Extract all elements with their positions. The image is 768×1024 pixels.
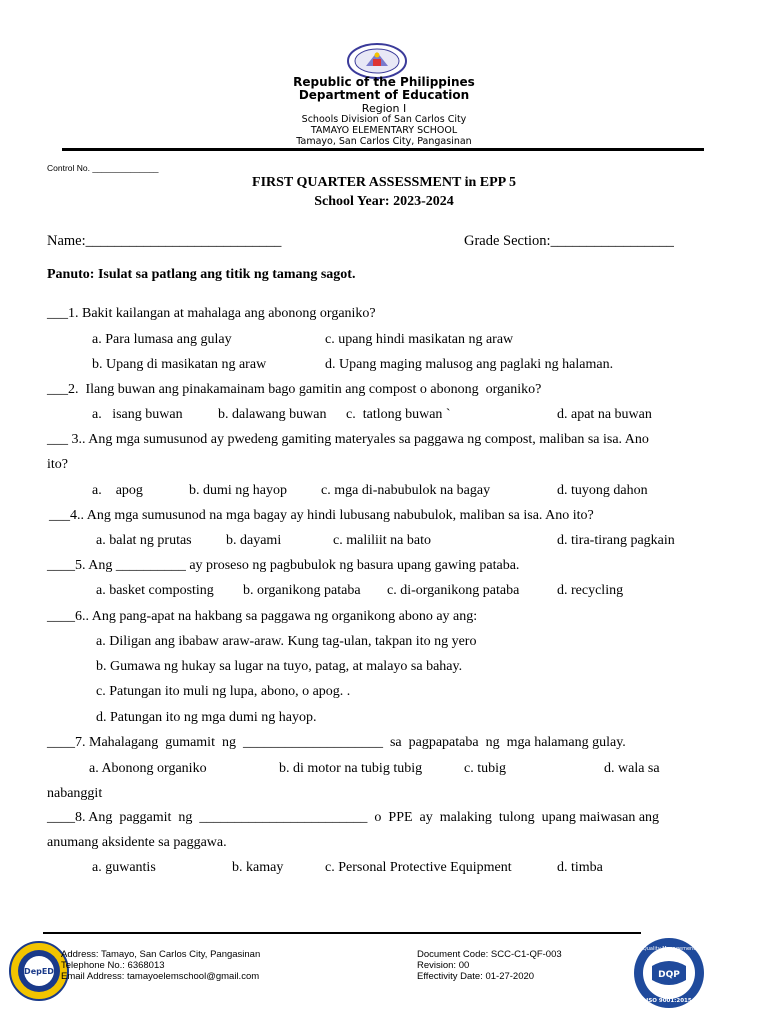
grade-section-field: Grade Section:_________________ — [464, 233, 674, 249]
header-address: Tamayo, San Carlos City, Pangasinan — [296, 136, 472, 147]
control-number: Control No. ______________ — [47, 163, 159, 173]
q8-option-a: a. guwantis — [92, 860, 156, 875]
svg-text:ISO 9001:2015: ISO 9001:2015 — [646, 998, 692, 1004]
question-4: ___4.. Ang mga sumusunod na mga bagay ay hindi lubusang nabubulok, maliban sa isa. Ano ito? — [49, 508, 594, 523]
q4-option-b: b. dayami — [226, 533, 282, 548]
header-department: Department of Education — [298, 88, 470, 102]
q1-option-d: d. Upang maging malusog ang paglaki ng halaman. — [325, 357, 614, 372]
assessment-title: FIRST QUARTER ASSESSMENT in EPP 5 — [252, 175, 516, 190]
question-3: ___ 3.. Ang mga sumusunod ay pwedeng gamiting materyales sa paggawa ng compost, maliban sa isa. Ano — [47, 432, 649, 447]
q7-option-b: b. di motor na tubig tubig — [279, 761, 423, 776]
q1-option-a: a. Para lumasa ang gulay — [92, 332, 232, 347]
q7-option-c: c. tubig — [464, 761, 506, 776]
q6-option-c: c. Patungan ito muli ng lupa, abono, o apog. . — [96, 684, 351, 699]
question-3-cont: ito? — [47, 457, 68, 472]
footer-address: Address: Tamayo, San Carlos City, Pangasinan — [61, 949, 261, 960]
q6-option-d: d. Patungan ito ng mga dumi ng hayop. — [96, 710, 317, 725]
question-8: ____8. Ang paggamit ng ________________________ o PPE ay malaking tulong upang maiwasan ang — [47, 810, 660, 825]
q4-option-d: d. tira-tirang pagkain — [557, 533, 675, 548]
q7-option-a: a. Abonong organiko — [89, 761, 207, 776]
question-6: ____6.. Ang pang-apat na hakbang sa paggawa ng organikong abono ay ang: — [47, 609, 478, 624]
q8-option-b: b. kamay — [232, 860, 284, 875]
q6-option-b: b. Gumawa ng hukay sa lugar na tuyo, patag, at malayo sa bahay. — [96, 659, 463, 674]
q7-option-d: d. wala sa — [604, 761, 660, 776]
q8-option-d: d. timba — [557, 860, 603, 875]
q2-option-a: a. isang buwan — [92, 407, 183, 422]
footer-effectivity-date: Effectivity Date: 01-27-2020 — [417, 971, 535, 982]
q6-option-a: a. Diligan ang ibabaw araw-araw. Kung tag-ulan, takpan ito ng yero — [96, 634, 477, 649]
q4-option-a: a. balat ng prutas — [96, 533, 192, 548]
svg-text:DQP: DQP — [658, 970, 680, 980]
q5-option-a: a. basket composting — [96, 583, 214, 598]
q5-option-c: c. di-organikong pataba — [387, 583, 520, 598]
footer-revision: Revision: 00 — [417, 960, 470, 971]
footer-divider — [43, 932, 641, 934]
header-divider — [62, 148, 704, 151]
q2-option-b: b. dalawang buwan — [218, 407, 327, 422]
q3-option-b: b. dumi ng hayop — [189, 483, 287, 498]
school-year: School Year: 2023-2024 — [314, 194, 454, 209]
footer-email: Email Address: tamayoelemschool@gmail.com — [61, 971, 260, 982]
instruction: Panuto: Isulat sa patlang ang titik ng tamang sagot. — [47, 267, 356, 282]
footer-telephone: Telephone No.: 6368013 — [61, 960, 165, 971]
iso-certification-seal — [632, 936, 706, 1010]
q1-option-b: b. Upang di masikatan ng araw — [92, 357, 267, 372]
header-division: Schools Division of San Carlos City — [301, 114, 467, 125]
q5-option-b: b. organikong pataba — [243, 583, 361, 598]
name-field: Name:___________________________ — [47, 233, 282, 249]
q5-option-d: d. recycling — [557, 583, 624, 598]
q3-option-c: c. mga di-nabubulok na bagay — [321, 483, 491, 498]
question-2: ___2. Ilang buwan ang pinakamainam bago gamitin ang compost o abonong organiko? — [47, 382, 542, 397]
question-8-cont: anumang aksidente sa paggawa. — [47, 835, 227, 850]
question-7: ____7. Mahalagang gumamit ng ____________________ sa pagpapataba ng mga halamang gulay. — [47, 735, 626, 750]
q2-option-d: d. apat na buwan — [557, 407, 652, 422]
q7-option-d-cont: nabanggit — [47, 786, 103, 801]
header-school: TAMAYO ELEMENTARY SCHOOL — [310, 125, 458, 136]
header-region: Region I — [361, 102, 407, 115]
q8-option-c: c. Personal Protective Equipment — [325, 860, 512, 875]
footer-document-code: Document Code: SCC-C1-QF-003 — [417, 949, 562, 960]
header-republic: Republic of the Philippines — [293, 75, 475, 89]
q3-option-a: a. apog — [92, 483, 143, 498]
svg-text:DepED: DepED — [24, 967, 54, 976]
question-1: ___1. Bakit kailangan at mahalaga ang abonong organiko? — [47, 306, 376, 321]
q1-option-c: c. upang hindi masikatan ng araw — [325, 332, 514, 347]
q4-option-c: c. maliliit na bato — [333, 533, 431, 548]
q2-option-c: c. tatlong buwan ` — [346, 407, 451, 422]
q3-option-d: d. tuyong dahon — [557, 483, 648, 498]
svg-text:Quality Management: Quality Management — [642, 946, 696, 952]
question-5: ____5. Ang __________ ay proseso ng pagbubulok ng basura upang gawing pataba. — [47, 558, 520, 573]
